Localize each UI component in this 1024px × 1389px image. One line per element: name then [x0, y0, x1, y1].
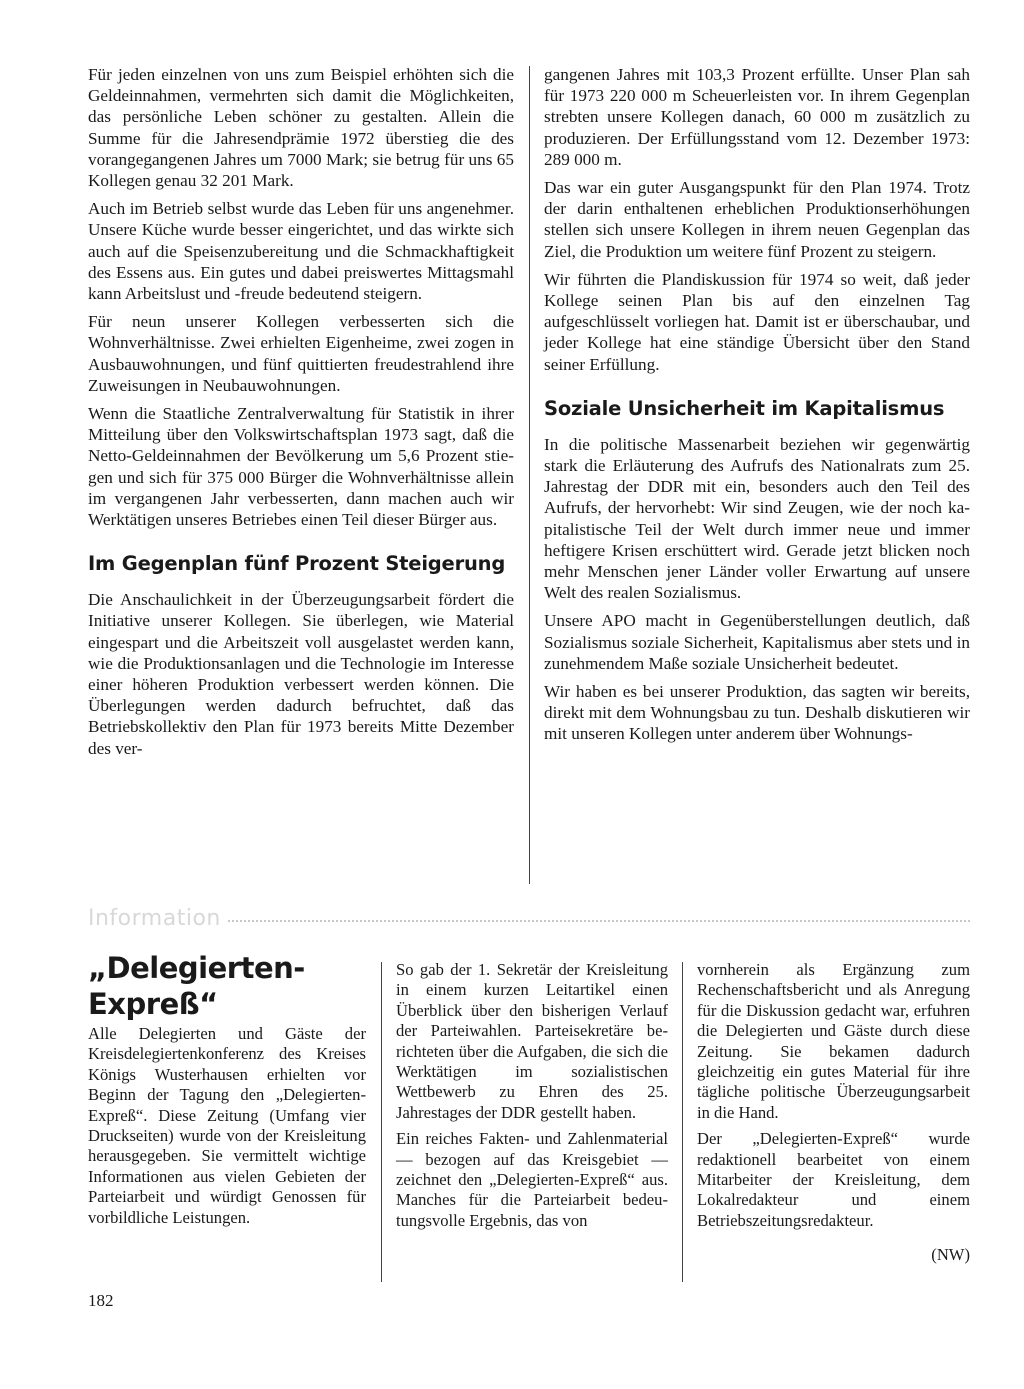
paragraph: Alle Delegierten und Gäste der Kreisdelegiertenkonferenz des Kreises Königs Wusterhausen erhielten vor Beginn der Tagung den „Delegierten-Expreß“. Diese Zeitung (Umfang vier Druckseiten) wurde von der Kreisleitung herausgegeben. Sie vermittelt wichtige Informationen aus vielen Gebieten der Parteiarbeit und würdigt Genossen für vorbildliche Leistungen.	[88, 1024, 366, 1227]
section-heading: Soziale Unsicherheit im Kapitalismus	[544, 396, 945, 420]
paragraph: Die Anschaulichkeit in der Überzeugungsarbeit fördert die Initiative unserer Kollegen. Sie überlegen, wie Material eingespart und die Arbeitszeit voll ausgelastet werden kann, wie die Produktionsanlagen und die Technologie im Interesse einer höheren Produktion verbessert werden können. Die Überlegungen werden dadurch befruchtet, daß das Betriebskollektiv den Plan für 1973 bereits Mitte Dezember des ver-	[88, 590, 514, 758]
paragraph: gangenen Jahres mit 103,3 Prozent erfüllte. Unser Plan sah für 1973 220 000 m Scheuerleisten vor. In ihrem Gegenplan strebten unsere Kollegen danach, 60 000 m zusätzlich zu produzieren. Der Erfüllungsstand vom 12. Dezember 1973: 289 000 m.	[544, 65, 970, 169]
paragraph: In die politische Massenarbeit beziehen wir gegenwärtig stark die Erläuterung des Aufrufs des Nationalrats zum 25. Jahrestag der DDR mit ein, besonders auch den Teil des Aufrufs, der hervorhebt: Wir sind Zeugen, wie der noch kapitalistische Teil der Welt durch immer neue und immer heftigere Krisen erschüttert wird. Gerade jetzt blicken noch mehr Menschen jener Länder voller Erwartung auf unsere Welt des realen Sozialismus.	[544, 434, 970, 603]
paragraph: Das war ein guter Ausgangspunkt für den Plan 1974. Trotz der darin enthaltenen erheblichen Produktionserhöhungen stellen sich unsere Kollegen in ihrem neuen Gegenplan das Ziel, die Produktion um weitere fünf Prozent zu steigern.	[544, 178, 970, 261]
info-section-header	[88, 906, 970, 936]
paragraph: Der „Delegierten-Expreß“ wurde redaktionell bearbeitet von einem Mitarbeiter der Kreisleitung, dem Lokalredakteur und einem Betriebszeitungsredakteur.	[697, 1129, 970, 1230]
dotted-rule	[228, 920, 970, 922]
paragraph: Wenn die Staatliche Zentralverwaltung für Statistik in ihrer Mitteilung über den Volkswirtschaftsplan 1973 sagt, daß die Netto-Geldeinnahmen der Bevölkerung um 5,6 Prozent stiegen und sich für 375 000 Bürger die Wohnverhältnisse allein im vergangenen Jahr verbesserten, dann machen auch wir Werktätigen unseres Betriebes einen Teil dieser Bürger aus.	[88, 404, 514, 530]
info-label: Information	[88, 906, 221, 931]
article-column-right	[544, 64, 970, 752]
page-number: 182	[88, 1291, 114, 1310]
column-divider	[381, 962, 382, 1282]
info-column-3	[697, 960, 970, 1266]
paragraph: vornherein als Ergänzung zum Rechenschaftsbericht und als Anregung für die Diskussion gedacht war, erfuhren die Delegierten und Gäste durch diese Zeitung. Sie bekamen dadurch gleichzeitig ein gutes Material für ihre tägliche politische Überzeugungsarbeit in die Hand.	[697, 960, 970, 1122]
paragraph: Unsere APO macht in Gegenüberstellungen deutlich, daß Sozialismus soziale Sicherheit, Kapitalismus aber stets und in zunehmendem Maße soziale Unsicherheit bedeutet.	[544, 611, 970, 673]
paragraph: So gab der 1. Sekretär der Kreisleitung in einem kurzen Leitartikel einen Überblick über den bisherigen Verlauf der Parteiwahlen. Parteisekretäre berichteten über die Aufgaben, die sich die Werktätigen im sozialistischen Wettbewerb zu Ehren des 25. Jahrestages der DDR gestellt haben.	[396, 960, 668, 1122]
section-heading: Im Gegenplan fünf Prozent Steigerung	[88, 552, 506, 576]
paragraph: Ein reiches Fakten- und Zahlenmaterial — bezogen auf das Kreisgebiet — zeichnet den „Delegierten-Expreß“ aus. Manches für die Parteiarbeit bedeutungsvolle Ergebnis, das von	[396, 1129, 668, 1230]
column-divider	[529, 66, 530, 884]
info-column-1	[88, 1024, 366, 1234]
article-column-left	[88, 64, 514, 766]
info-headline: „Delegierten-Expreß“	[88, 951, 305, 1021]
paragraph: Auch im Betrieb selbst wurde das Leben für uns angenehmer. Unsere Küche wurde besser eingerichtet, und das wirkte sich auch auf die Speisenzubereitung und die Schmackhaftigkeit des Essens aus. Ein gutes und dabei preiswertes Mittagsmahl kann Arbeitslust und -freude bedeutend steigern.	[88, 199, 514, 304]
column-divider	[682, 962, 683, 1282]
author-signature: (NW)	[931, 1245, 970, 1265]
info-column-2	[396, 960, 668, 1237]
paragraph: Wir führten die Plandiskussion für 1974 so weit, daß jeder Kollege seinen Plan bis auf den einzelnen Tag aufgeschlüsselt vorliegen hat. Damit ist er überschaubar, und jeder Kollege hat eine ständige Übersicht über den Stand seiner Erfüllung.	[544, 269, 970, 374]
paragraph: Für jeden einzelnen von uns zum Beispiel erhöhten sich die Geldeinnahmen, vermehrten sich damit die Möglichkeiten, das persönliche Leben schöner zu gestalten. Allein die Summe für die Jahresendprämie 1972 überstieg die des vorangegangenen Jahres um 7000 Mark; sie betrug für uns 65 Kollegen genau 32 201 Mark.	[88, 65, 514, 191]
paragraph: Wir haben es bei unserer Produktion, das sagten wir bereits, direkt mit dem Wohnungsbau zu tun. Deshalb diskutieren wir mit unseren Kollegen unter anderem über Wohnungs-	[544, 682, 970, 744]
paragraph: Für neun unserer Kollegen verbesserten sich die Wohnverhältnisse. Zwei erhielten Eigenheime, zwei zogen in Ausbauwohnungen, und fünf quittierten freudestrahlend ihre Zuweisungen in Neubauwohnungen.	[88, 312, 514, 395]
